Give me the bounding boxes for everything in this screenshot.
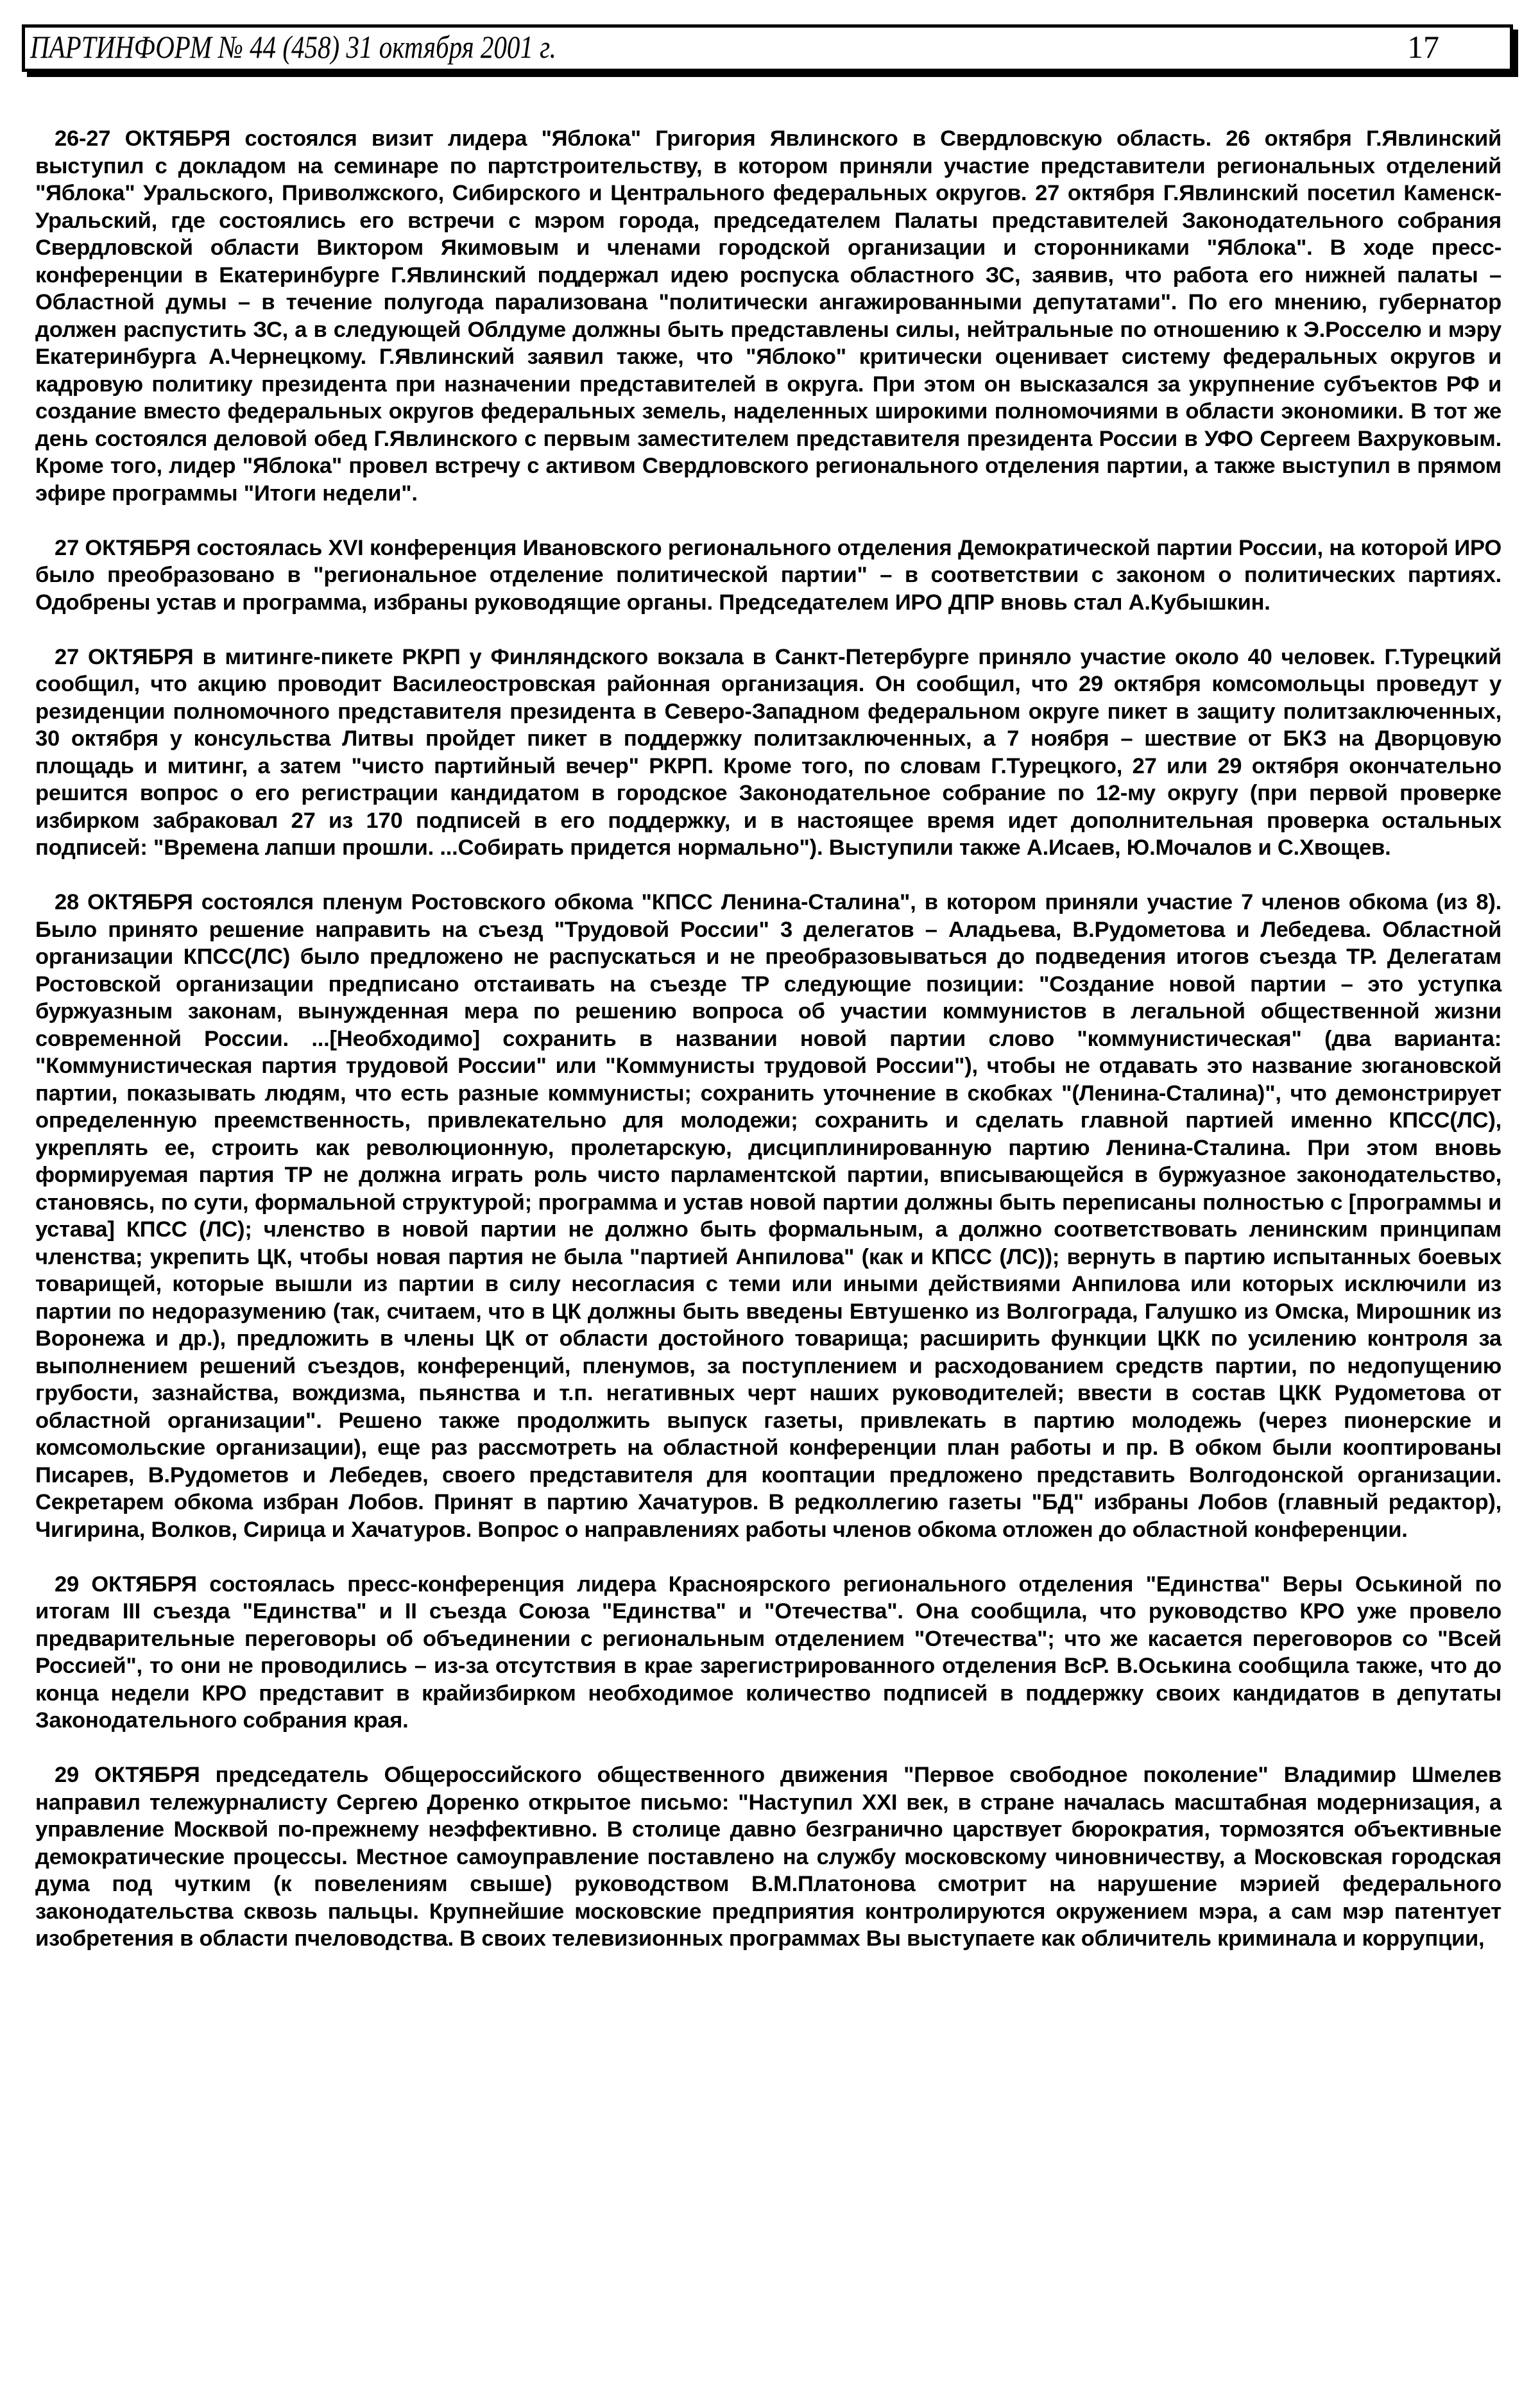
news-text: состоялся визит лидера "Яблока" Григория Явлинского в Свердловскую область. 26 октября Г.Явлинский выступил с докладом на семинаре по партстроительству, в котором приняли участие представители региональных отделений "Яблока" Уральского, Приволжского, Сибирского и Центрального федеральных округов. 27 октября Г.Явлинский посетил Каменск-Уральский, где состоялись его встречи с мэром города, председателем Палаты представителей Законодательного собрания Свердловской области Виктором Якимовым и членами городской организации и сторонниками "Яблока". В ходе пресс-конференции в Екатеринбурге Г.Явлинский поддержал идею роспуска областного ЗС, заявив, что работа его нижней палаты – Областной думы – в течение полугода парализована "политически ангажированными депутатами". По его мнению, губернатор должен распустить ЗС, а в следующей Облдуме должны быть представлены силы, нейтральные по отношению к Э.Росселю и мэру Екатеринбурга А.Чернецкому. Г.Явлинский заявил также, что "Яблоко" критически оценивает систему федеральных округов и кадровую политику президента при назначении представителей в округа. При этом он высказался за укрупнение субъектов РФ и создание вместо федеральных округов федеральных земель, наделенных широкими полномочиями в области экономики. В тот же день состоялся деловой обед Г.Явлинского с первым заместителем представителя президента России в УФО Сергеем Вахруковым. Кроме того, лидер "Яблока" провел встречу с активом Свердловского регионального отделения партии, а также выступил в прямом эфире программы "Итоги недели". bbox=[35, 126, 1502, 506]
news-text: председатель Общероссийского общественного движения "Первое свободное поколение" Владимир Шмелев направил тележурналисту Сергею Доренко открытое письмо: "Наступил XXI век, в стране началась масштабная модернизация, а управление Москвой по-прежнему неэффективно. В столице давно безгранично царствует бюрократия, тормозятся объективные демократические процессы. Местное самоуправление поставлено на службу московскому чиновничеству, а Московская городская дума под чутким (к повелениям свыше) руководством В.М.Платонова смотрит на нарушение мэрией федерального законодательства сквозь пальцы. Крупнейшие московские предприятия контролируются окружением мэра, а сам мэр патентует изобретения в области пчеловодства. В своих телевизионных программах Вы выступаете как обличитель криминала и коррупции, bbox=[35, 1763, 1502, 1951]
news-item bbox=[35, 1571, 1502, 1735]
news-date: 27 ОКТЯБРЯ bbox=[55, 535, 191, 560]
news-item bbox=[35, 535, 1502, 617]
news-date: 29 ОКТЯБРЯ bbox=[55, 1572, 197, 1597]
news-text: состоялась пресс-конференция лидера Красноярского регионального отделения "Единства" Веры Оськиной по итогам III съезда "Единства" и II съезда Союза "Единства" и "Отечества". Она сообщила, что руководство КРО уже провело предварительные переговоры об объединении с региональным отделением "Отечества"; что же касается переговоров со "Всей Россией", то они не проводились – из-за отсутствия в крае зарегистрированного отделения ВсР. В.Оськина сообщила также, что до конца недели КРО представит в крайизбирком необходимое количество подписей в поддержку своих кандидатов в депутаты Законодательного собрания края. bbox=[35, 1572, 1502, 1733]
news-date: 26-27 ОКТЯБРЯ bbox=[55, 126, 231, 151]
news-text: состоялась XVI конференция Ивановского регионального отделения Демократической партии России, на которой ИРО было преобразовано в "региональное отделение политической партии" – в соответствии с законом о политических партиях. Одобрены устав и программа, избраны руководящие органы. Председателем ИРО ДПР вновь стал А.Кубышкин. bbox=[35, 535, 1502, 615]
publication-title: ПАРТИНФОРМ № 44 (458) 31 октября 2001 г. bbox=[30, 29, 556, 65]
news-text: состоялся пленум Ростовского обкома "КПСС Ленина-Сталина", в котором приняли участие 7 членов обкома (из 8). Было принято решение направить на съезд "Трудовой России" 3 делегатов – Аладьева, В.Рудометова и Лебедева. Областной организации КПСС(ЛС) было предложено не распускаться и не преобразовываться до подведения итогов съезда ТР. Делегатам Ростовской организации предписано отстаивать на съезде ТР следующие позиции: "Создание новой партии – это уступка буржуазным законам, вынужденная мера по решению вопроса об участии коммунистов в легальной общественной жизни современной России. ...[Необходимо] сохранить в названии новой партии слово "коммунистическая" (два варианта: "Коммунистическая партия трудовой России" или "Коммунисты трудовой России"), чтобы не отдавать это название зюгановской партии, показывать людям, что есть разные коммунисты; сохранить уточнение в скобках "(Ленина-Сталина)", что демонстрирует определенную преемственность, привлекательно для молодежи; сохранить и сделать главной партией именно КПСС(ЛС), укреплять ее, строить как революционную, пролетарскую, дисциплинированную партию Ленина-Сталина. При этом вновь формируемая партия ТР не должна играть роль чисто парламентской партии, вписывающейся в буржуазное законодательство, становясь, по сути, формальной структурой; программа и устав новой партии должны быть переписаны полностью с [программы и устава] КПСС (ЛС); членство в новой партии не должно быть формальным, а должно соответствовать ленинским принципам членства; укрепить ЦК, чтобы новая партия не была "партией Анпилова" (как и КПСС (ЛС)); вернуть в партию испытанных боевых товарищей, которые вышли из партии в силу несогласия с теми или иными действиями Анпилова или которых исключили из партии по недоразумению (так, считаем, что в ЦК должны быть введены Евтушенко из Волгограда, Галушко из Омска, Мирошник из Воронежа и др.), предложить в члены ЦК от области достойного товарища; расширить функции ЦКК по усилению контроля за выполнением решений съездов, конференций, пленумов, за поступлением и расходованием средств партии, по недопущению грубости, зазнайства, вождизма, пьянства и т.п. негативных черт наших руководителей; ввести в состав ЦКК Рудометова от областной организации". Решено также продолжить выпуск газеты, привлекать в партию молодежь (через пионерские и комсомольские организации), еще раз рассмотреть на областной конференции план работы и пр. В обком были кооптированы Писарев, В.Рудометов и Лебедев, своего представителя для кооптации предложено представить Волгодонской организации. Секретарем обкома избран Лобов. Принят в партию Хачатуров. В редколлегию газеты "БД" избраны Лобов (главный редактор), Чигирина, Волков, Сирица и Хачатуров. Вопрос о направлениях работы членов обкома отложен до областной конференции. bbox=[35, 890, 1502, 1542]
news-date: 27 ОКТЯБРЯ bbox=[55, 644, 194, 669]
news-item bbox=[35, 1761, 1502, 1953]
news-date: 29 ОКТЯБРЯ bbox=[55, 1763, 200, 1787]
article-body bbox=[35, 125, 1502, 1980]
page-number: 17 bbox=[1407, 29, 1439, 65]
news-item bbox=[35, 644, 1502, 862]
news-item bbox=[35, 125, 1502, 507]
news-item bbox=[35, 889, 1502, 1543]
news-date: 28 ОКТЯБРЯ bbox=[55, 890, 193, 914]
page-header bbox=[22, 24, 1513, 72]
news-text: в митинге-пикете РКРП у Финляндского вокзала в Санкт-Петербурге приняло участие около 40 человек. Г.Турецкий сообщил, что акцию проводит Василеостровская районная организация. Он сообщил, что 29 октября комсомольцы проведут у резиденции полномочного представителя президента в Северо-Западном федеральном округе пикет в защиту политзаключенных, 30 октября у консульства Литвы пройдет пикет в поддержку политзаключенных, а 7 ноября – шествие от БКЗ на Дворцовую площадь и митинг, а затем "чисто партийный вечер" РКРП. Кроме того, по словам Г.Турецкого, 27 или 29 октября окончательно решится вопрос о его регистрации кандидатом в городское Законодательное собрание по 12-му округу (при первой проверке избирком забраковал 27 из 170 подписей в его поддержку, и в настоящее время идет дополнительная проверка остальных подписей: "Времена лапши прошли. ...Собирать придется нормально"). Выступили также А.Исаев, Ю.Мочалов и С.Хвощев. bbox=[35, 644, 1502, 860]
